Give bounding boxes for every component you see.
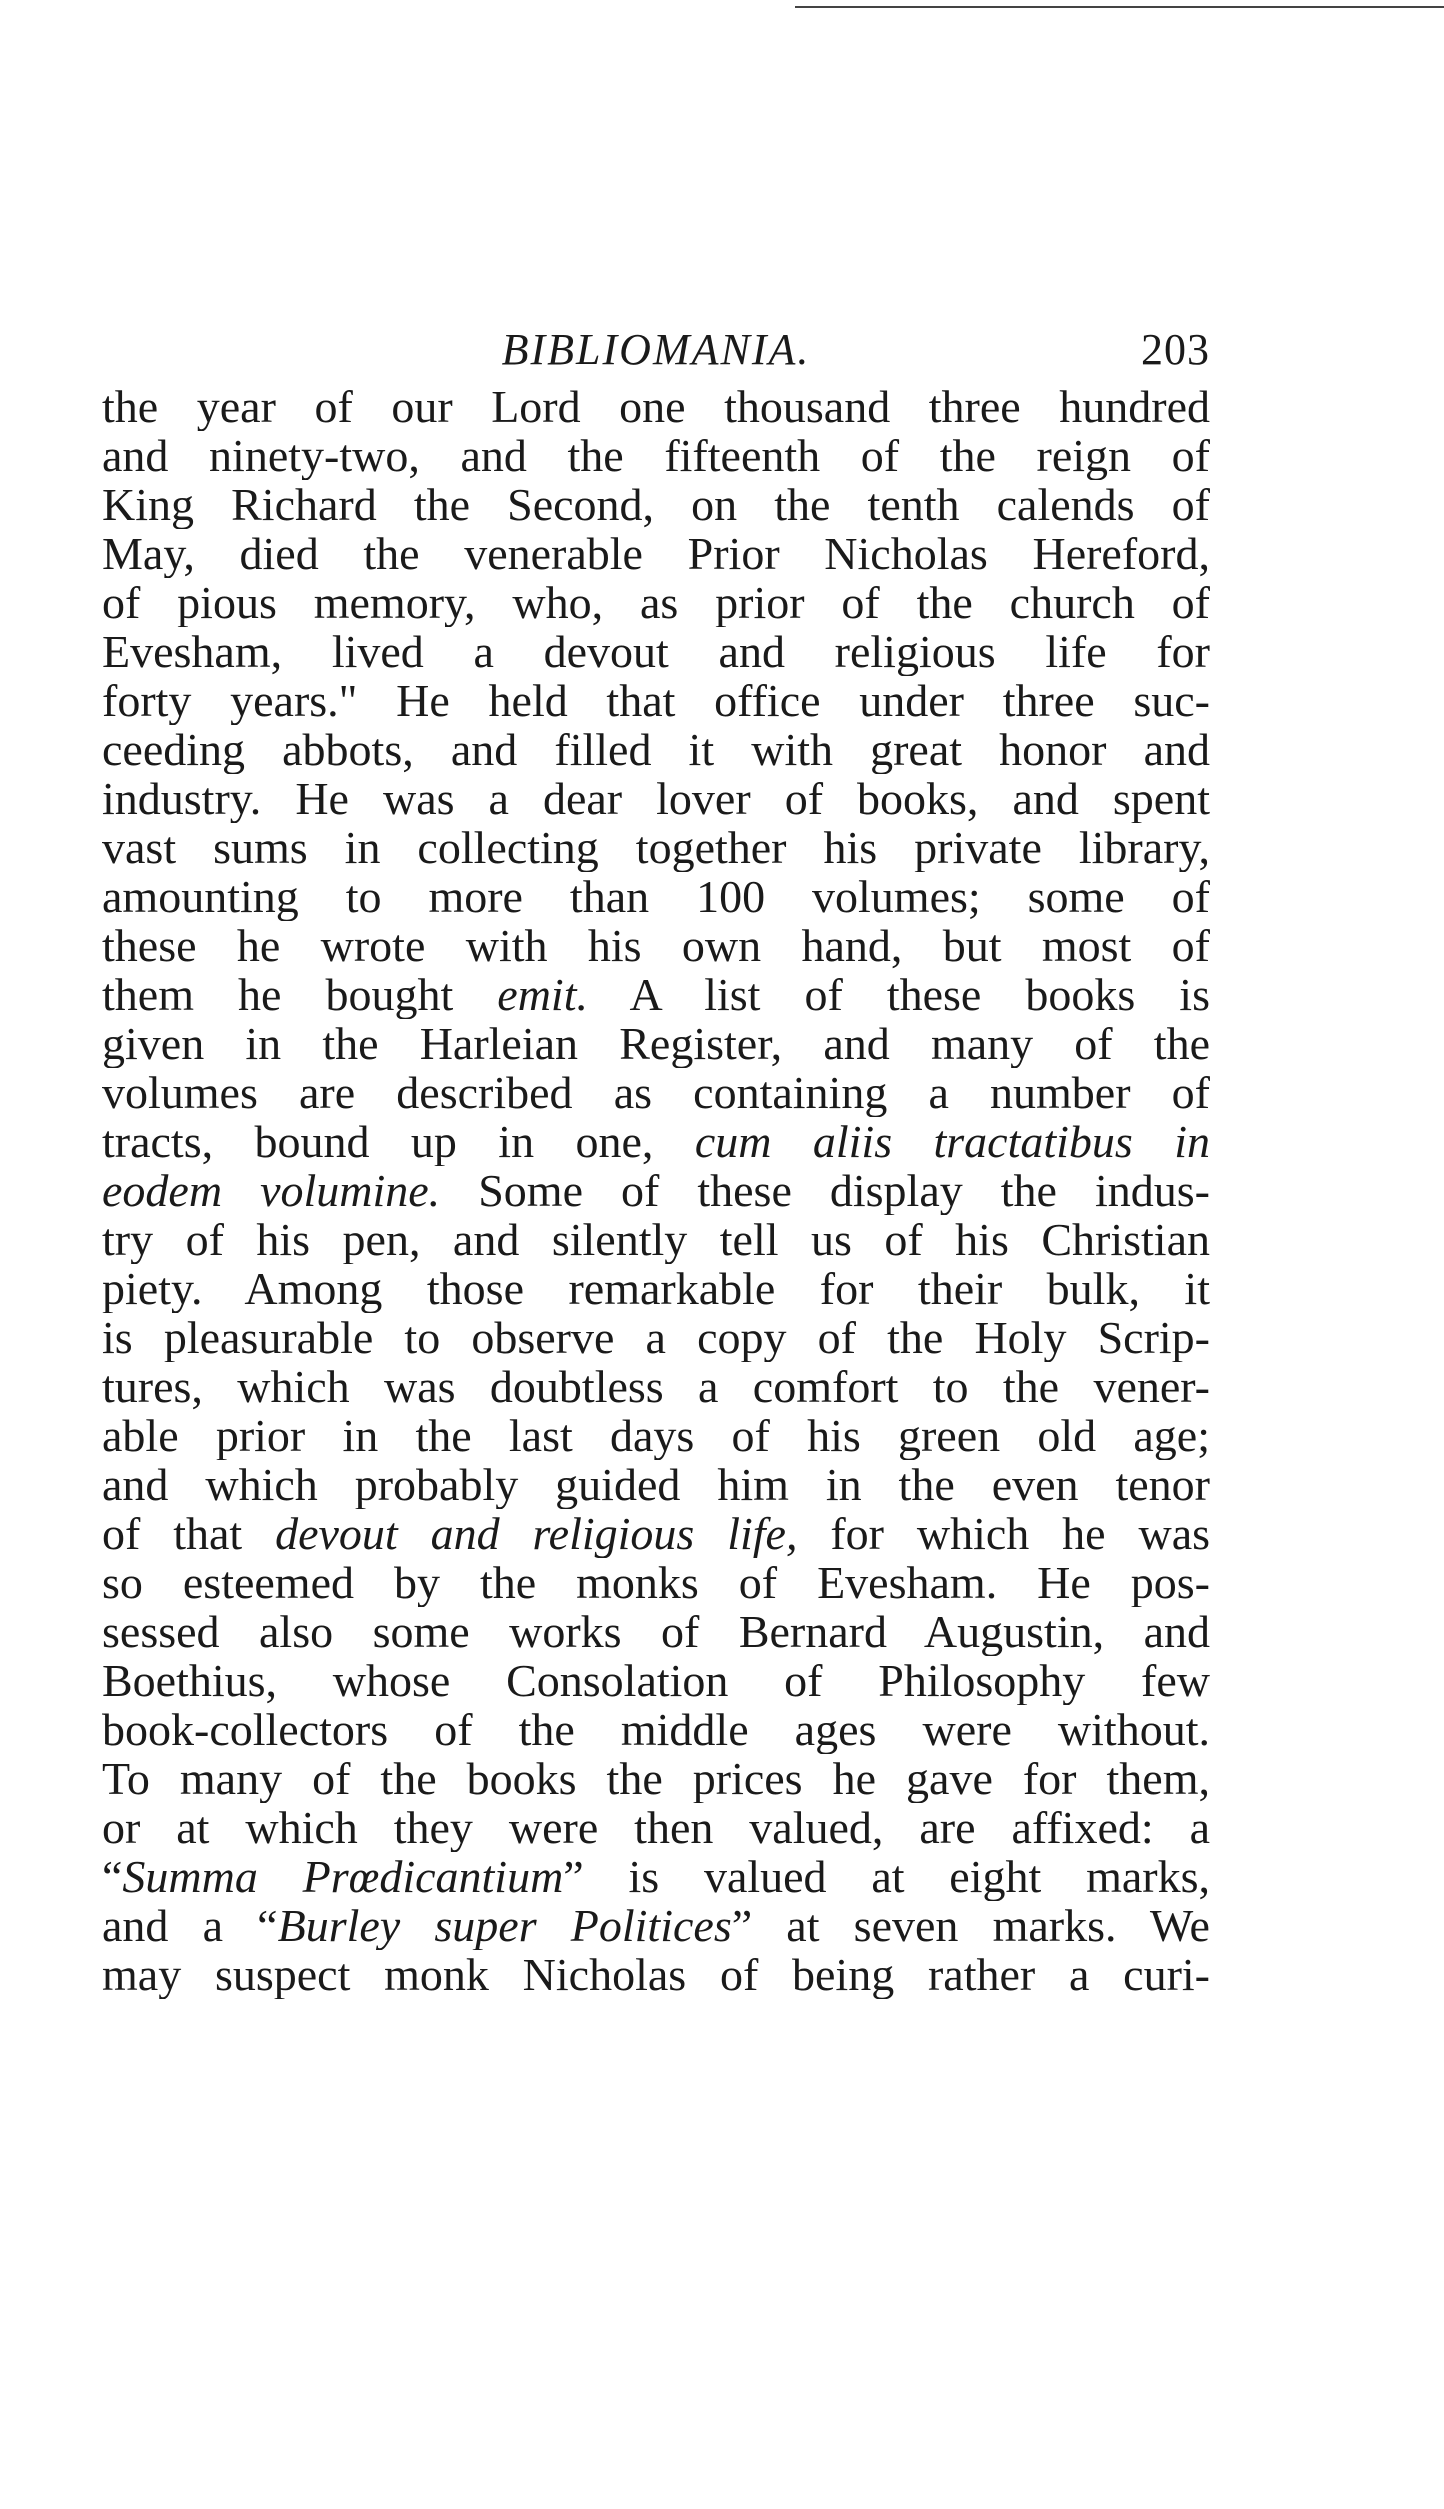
text-line	[102, 627, 1210, 676]
italic-text: Burley super Politices	[277, 1901, 732, 1950]
text-segment: the year of our Lord one thousand three hundred	[102, 382, 1210, 431]
italic-text: emit.	[497, 970, 588, 1019]
text-segment: Boethius, whose Consolation of Philosophy few	[102, 1656, 1210, 1705]
text-segment: tracts, bound up in one,	[102, 1117, 695, 1166]
running-head	[102, 318, 1210, 382]
text-line	[102, 1117, 1210, 1166]
text-segment: and which probably guided him in the even tenor	[102, 1460, 1210, 1509]
text-segment: them he bought	[102, 970, 498, 1019]
text-segment: of pious memory, who, as prior of the church of	[102, 578, 1210, 627]
running-title: BIBLIOMANIA.	[501, 325, 811, 374]
text-line	[102, 676, 1210, 725]
text-line	[102, 1852, 1210, 1901]
text-segment: King Richard the Second, on the tenth calends of	[102, 480, 1210, 529]
italic-text: Summa Prœdicantium	[122, 1852, 564, 1901]
text-segment: volumes are described as containing a number of	[102, 1068, 1210, 1117]
text-segment: “	[102, 1852, 123, 1901]
text-line	[102, 970, 1210, 1019]
text-line	[102, 1509, 1210, 1558]
text-segment: Evesham, lived a devout and religious life for	[102, 627, 1210, 676]
text-line	[102, 1558, 1210, 1607]
text-line	[102, 1754, 1210, 1803]
text-line	[102, 1460, 1210, 1509]
text-line	[102, 1411, 1210, 1460]
text-line	[102, 921, 1210, 970]
text-segment: industry. He was a dear lover of books, and spent	[102, 774, 1210, 823]
text-line	[102, 1019, 1210, 1068]
text-segment: and a “	[102, 1901, 278, 1950]
text-segment: To many of the books the prices he gave for them,	[102, 1754, 1210, 1803]
text-segment: so esteemed by the monks of Evesham. He pos-	[102, 1558, 1210, 1607]
text-segment: ceeding abbots, and filled it with great honor and	[102, 725, 1210, 774]
top-rule	[795, 6, 1444, 8]
text-segment: tures, which was doubtless a comfort to the vener-	[102, 1362, 1210, 1411]
text-line	[102, 1803, 1210, 1852]
text-line	[102, 1264, 1210, 1313]
text-line	[102, 1313, 1210, 1362]
text-segment: May, died the venerable Prior Nicholas Hereford,	[102, 529, 1210, 578]
text-line	[102, 382, 1210, 431]
text-segment: ” at seven marks. We	[731, 1901, 1210, 1950]
page-number: 203	[1141, 325, 1210, 374]
text-line	[102, 1901, 1210, 1950]
text-line	[102, 1656, 1210, 1705]
text-line	[102, 1166, 1210, 1215]
text-line	[102, 529, 1210, 578]
italic-text: devout and religious life,	[275, 1509, 798, 1558]
text-segment: sessed also some works of Bernard Augustin, and	[102, 1607, 1210, 1656]
text-line	[102, 823, 1210, 872]
text-line	[102, 431, 1210, 480]
text-line	[102, 1068, 1210, 1117]
text-line	[102, 1705, 1210, 1754]
text-line	[102, 774, 1210, 823]
text-line	[102, 1362, 1210, 1411]
text-line	[102, 1950, 1210, 1999]
text-segment: these he wrote with his own hand, but most of	[102, 921, 1210, 970]
text-segment: piety. Among those remarkable for their bulk, it	[102, 1264, 1210, 1313]
text-segment: forty years." He held that office under three suc-	[102, 676, 1210, 725]
text-segment: given in the Harleian Register, and many of the	[102, 1019, 1210, 1068]
text-segment: for which he was	[797, 1509, 1210, 1558]
text-segment: book-collectors of the middle ages were without.	[102, 1705, 1210, 1754]
text-segment: vast sums in collecting together his private library,	[102, 823, 1210, 872]
text-segment: of that	[102, 1509, 276, 1558]
text-segment: ” is valued at eight marks,	[563, 1852, 1210, 1901]
text-segment: Some of these display the indus-	[440, 1166, 1210, 1215]
text-segment: try of his pen, and silently tell us of his Christian	[102, 1215, 1210, 1264]
text-segment: able prior in the last days of his green old age;	[102, 1411, 1210, 1460]
text-line	[102, 578, 1210, 627]
text-segment: amounting to more than 100 volumes; some of	[102, 872, 1210, 921]
text-segment: may suspect monk Nicholas of being rather a curi-	[102, 1950, 1210, 1999]
text-segment: is pleasurable to observe a copy of the Holy Scrip-	[102, 1313, 1210, 1362]
text-segment: A list of these books is	[587, 970, 1210, 1019]
text-segment: or at which they were then valued, are affixed: a	[102, 1803, 1210, 1852]
text-line	[102, 480, 1210, 529]
body-text	[102, 382, 1210, 1999]
italic-text: eodem volumine.	[102, 1166, 441, 1215]
text-line	[102, 1607, 1210, 1656]
text-line	[102, 1215, 1210, 1264]
text-line	[102, 872, 1210, 921]
book-page	[102, 318, 1210, 1999]
text-line	[102, 725, 1210, 774]
italic-text: cum aliis tractatibus in	[694, 1117, 1210, 1166]
text-segment: and ninety-two, and the fifteenth of the reign of	[102, 431, 1210, 480]
